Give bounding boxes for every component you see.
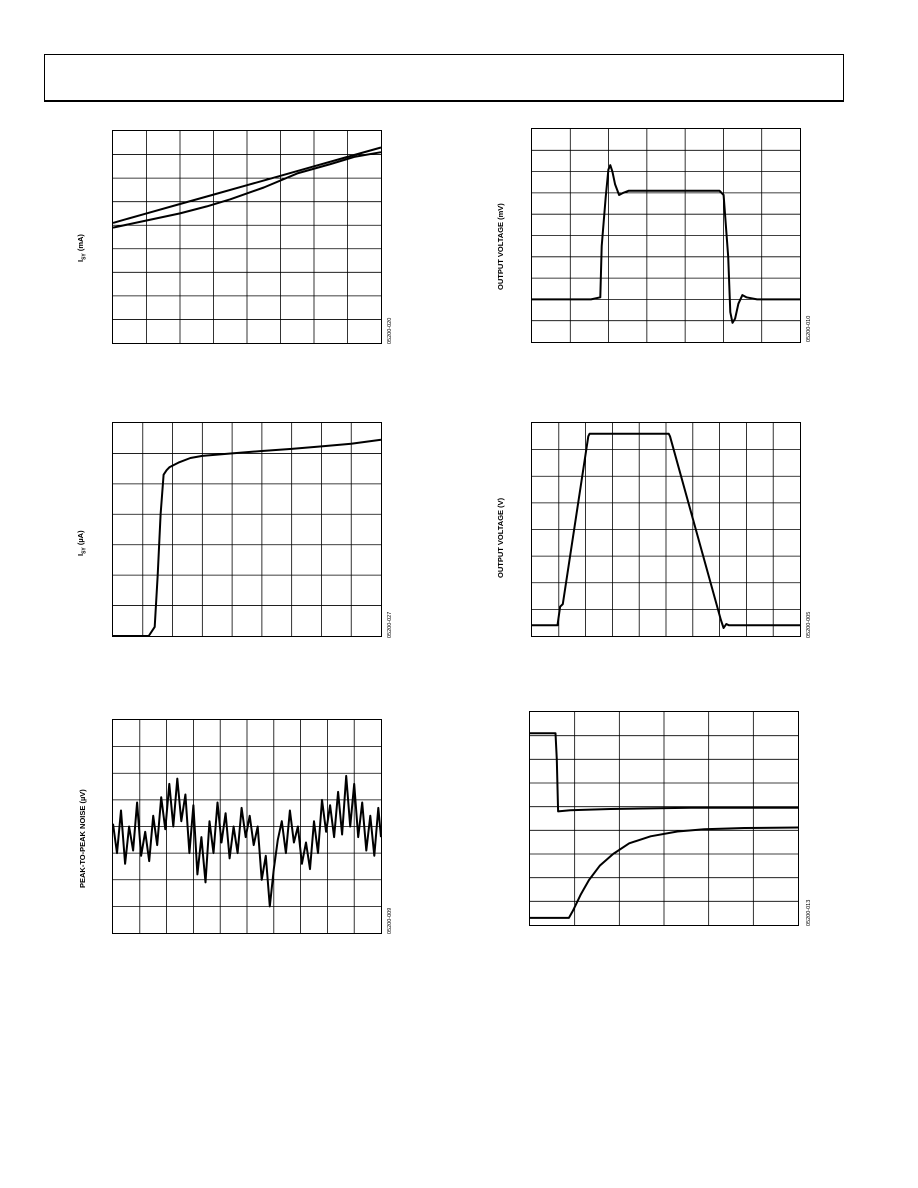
plot-area <box>531 422 801 637</box>
plot-area <box>529 711 799 926</box>
chart-svg <box>113 720 381 933</box>
figure-id: 05200-013 <box>806 899 812 926</box>
y-axis-label: $I_{SY}$ (mA) <box>76 234 88 262</box>
series-line-1 <box>113 440 381 636</box>
figure-id: 05200-005 <box>806 611 812 638</box>
chart-svg <box>113 131 381 343</box>
plot-area <box>112 719 382 934</box>
y-axis-label: PEAK-TO-PEAK NOISE (µV) <box>78 789 87 888</box>
chart-svg <box>532 129 800 342</box>
plot-area <box>112 130 382 344</box>
figure-id: 05200-020 <box>387 317 393 344</box>
chart-svg <box>113 423 381 636</box>
page-header <box>44 54 844 102</box>
y-axis-label: $I_{SY}$ (µA) <box>76 530 88 556</box>
chart-svg <box>532 423 800 636</box>
y-axis-label: OUTPUT VOLTAGE (V) <box>496 497 505 578</box>
figure-id: 05200-010 <box>806 315 812 342</box>
plot-area <box>112 422 382 637</box>
figure-id: 05200-009 <box>387 907 393 934</box>
chart-svg <box>530 712 798 925</box>
plot-area <box>531 128 801 343</box>
y-axis-label: OUTPUT VOLTAGE (mV) <box>496 203 505 290</box>
figure-id: 05200-027 <box>387 611 393 638</box>
